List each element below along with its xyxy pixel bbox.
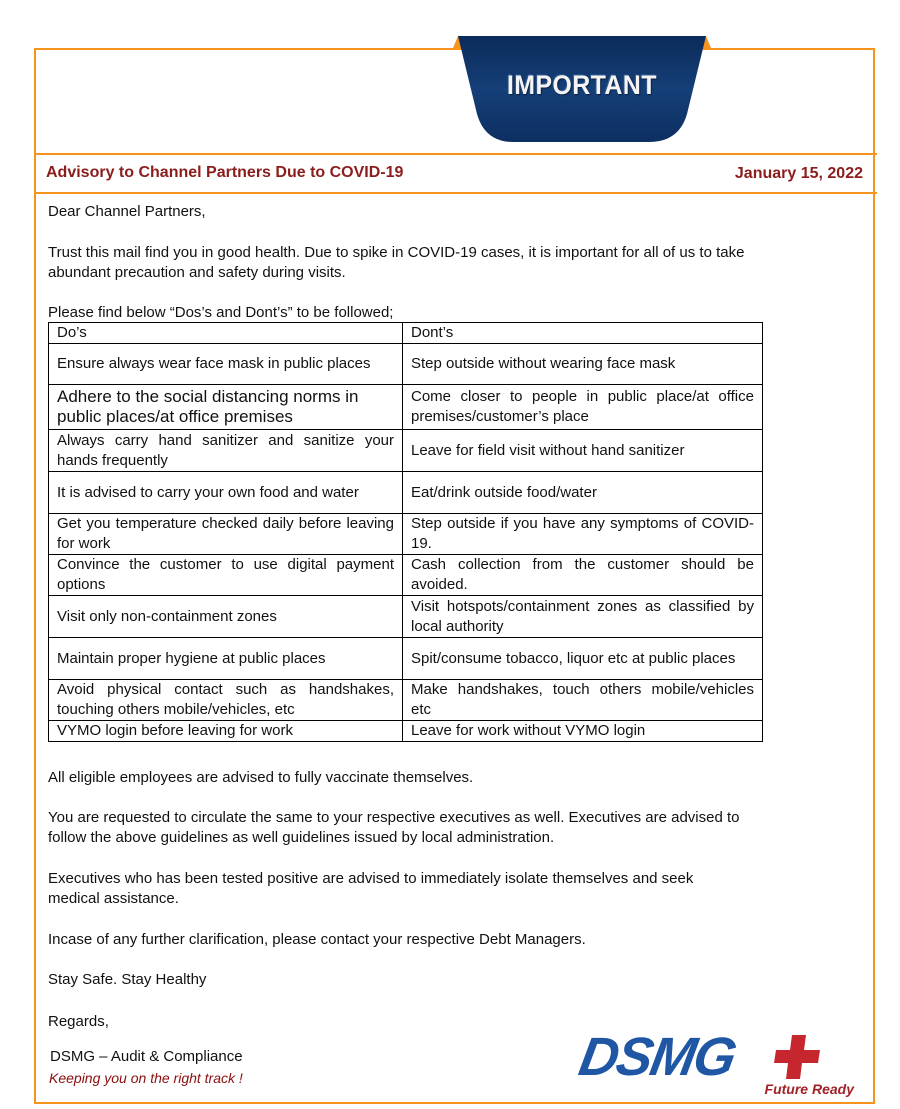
do-cell: Maintain proper hygiene at public places bbox=[49, 638, 403, 680]
do-cell: Get you temperature checked daily before leaving for work bbox=[49, 514, 403, 555]
dont-cell: Step outside without wearing face mask bbox=[403, 344, 763, 385]
table-row bbox=[49, 638, 763, 680]
title-bar bbox=[36, 156, 875, 192]
do-cell: Always carry hand sanitizer and sanitize your hands frequently bbox=[49, 430, 403, 472]
intro-paragraph bbox=[48, 243, 868, 283]
clarification-paragraph: Incase of any further clarification, please contact your respective Debt Managers. bbox=[48, 931, 586, 948]
table-row bbox=[49, 721, 763, 742]
dont-cell: Leave for work without VYMO login bbox=[403, 721, 763, 742]
table-row bbox=[49, 596, 763, 638]
table-row bbox=[49, 385, 763, 430]
do-cell: Convince the customer to use digital payment options bbox=[49, 555, 403, 596]
dont-cell: Leave for field visit without hand sanitizer bbox=[403, 430, 763, 472]
signature-tagline: Keeping you on the right track ! bbox=[49, 1070, 243, 1086]
dont-cell: Come closer to people in public place/at office premises/customer’s place bbox=[403, 385, 763, 430]
circulate-line-1: You are requested to circulate the same to your respective executives as well. Executives are advised to bbox=[48, 809, 740, 826]
do-cell: Adhere to the social distancing norms in public places/at office premises bbox=[49, 385, 403, 430]
do-cell: Visit only non-containment zones bbox=[49, 596, 403, 638]
dont-cell: Spit/consume tobacco, liquor etc at public places bbox=[403, 638, 763, 680]
header-donts: Dont’s bbox=[403, 323, 763, 344]
table-header-row bbox=[49, 323, 763, 344]
greeting: Dear Channel Partners, bbox=[48, 203, 206, 220]
intro-line-1: Trust this mail find you in good health. Due to spike in COVID-19 cases, it is important for all of us to take bbox=[48, 244, 745, 261]
red-cross-plus-icon bbox=[774, 1035, 822, 1079]
dsmg-logo bbox=[574, 1029, 856, 1097]
signature-line: DSMG – Audit & Compliance bbox=[50, 1048, 243, 1065]
logo-wordmark: DSMG bbox=[574, 1027, 740, 1087]
do-cell: Avoid physical contact such as handshakes, touching others mobile/vehicles, etc bbox=[49, 680, 403, 721]
header-divider bbox=[34, 153, 877, 155]
do-cell: Ensure always wear face mask in public places bbox=[49, 344, 403, 385]
dont-cell: Make handshakes, touch others mobile/vehicles etc bbox=[403, 680, 763, 721]
stay-safe-line: Stay Safe. Stay Healthy bbox=[48, 971, 207, 988]
table-intro: Please find below “Dos’s and Dont’s” to be followed; bbox=[48, 304, 394, 321]
banner-label: IMPORTANT bbox=[507, 70, 657, 100]
positive-paragraph bbox=[48, 869, 868, 909]
dont-cell: Visit hotspots/containment zones as classified by local authority bbox=[403, 596, 763, 638]
table-row bbox=[49, 472, 763, 514]
circulate-paragraph bbox=[48, 808, 868, 848]
vaccinate-paragraph: All eligible employees are advised to fully vaccinate themselves. bbox=[48, 769, 474, 786]
circulate-line-2: follow the above guidelines as well guidelines issued by local administration. bbox=[48, 829, 555, 846]
do-cell: It is advised to carry your own food and water bbox=[49, 472, 403, 514]
dont-cell: Cash collection from the customer should be avoided. bbox=[403, 555, 763, 596]
dont-cell: Step outside if you have any symptoms of COVID-19. bbox=[403, 514, 763, 555]
table-row bbox=[49, 344, 763, 385]
positive-line-1: Executives who has been tested positive are advised to immediately isolate themselves and seek bbox=[48, 870, 694, 887]
table-row bbox=[49, 514, 763, 555]
logo-tagline: Future Ready bbox=[764, 1081, 854, 1097]
intro-line-2: abundant precaution and safety during visits. bbox=[48, 264, 346, 281]
dont-cell: Eat/drink outside food/water bbox=[403, 472, 763, 514]
header-dos: Do’s bbox=[49, 323, 403, 344]
table-row bbox=[49, 430, 763, 472]
table-row bbox=[49, 680, 763, 721]
positive-line-2: medical assistance. bbox=[48, 890, 179, 907]
table-row bbox=[49, 555, 763, 596]
do-cell: VYMO login before leaving for work bbox=[49, 721, 403, 742]
advisory-date: January 15, 2022 bbox=[734, 165, 863, 182]
advisory-title: Advisory to Channel Partners Due to COVID-19 bbox=[46, 164, 404, 181]
regards-line: Regards, bbox=[48, 1013, 109, 1030]
title-divider bbox=[34, 192, 877, 194]
dos-donts-table bbox=[48, 322, 763, 742]
important-banner bbox=[453, 36, 711, 144]
